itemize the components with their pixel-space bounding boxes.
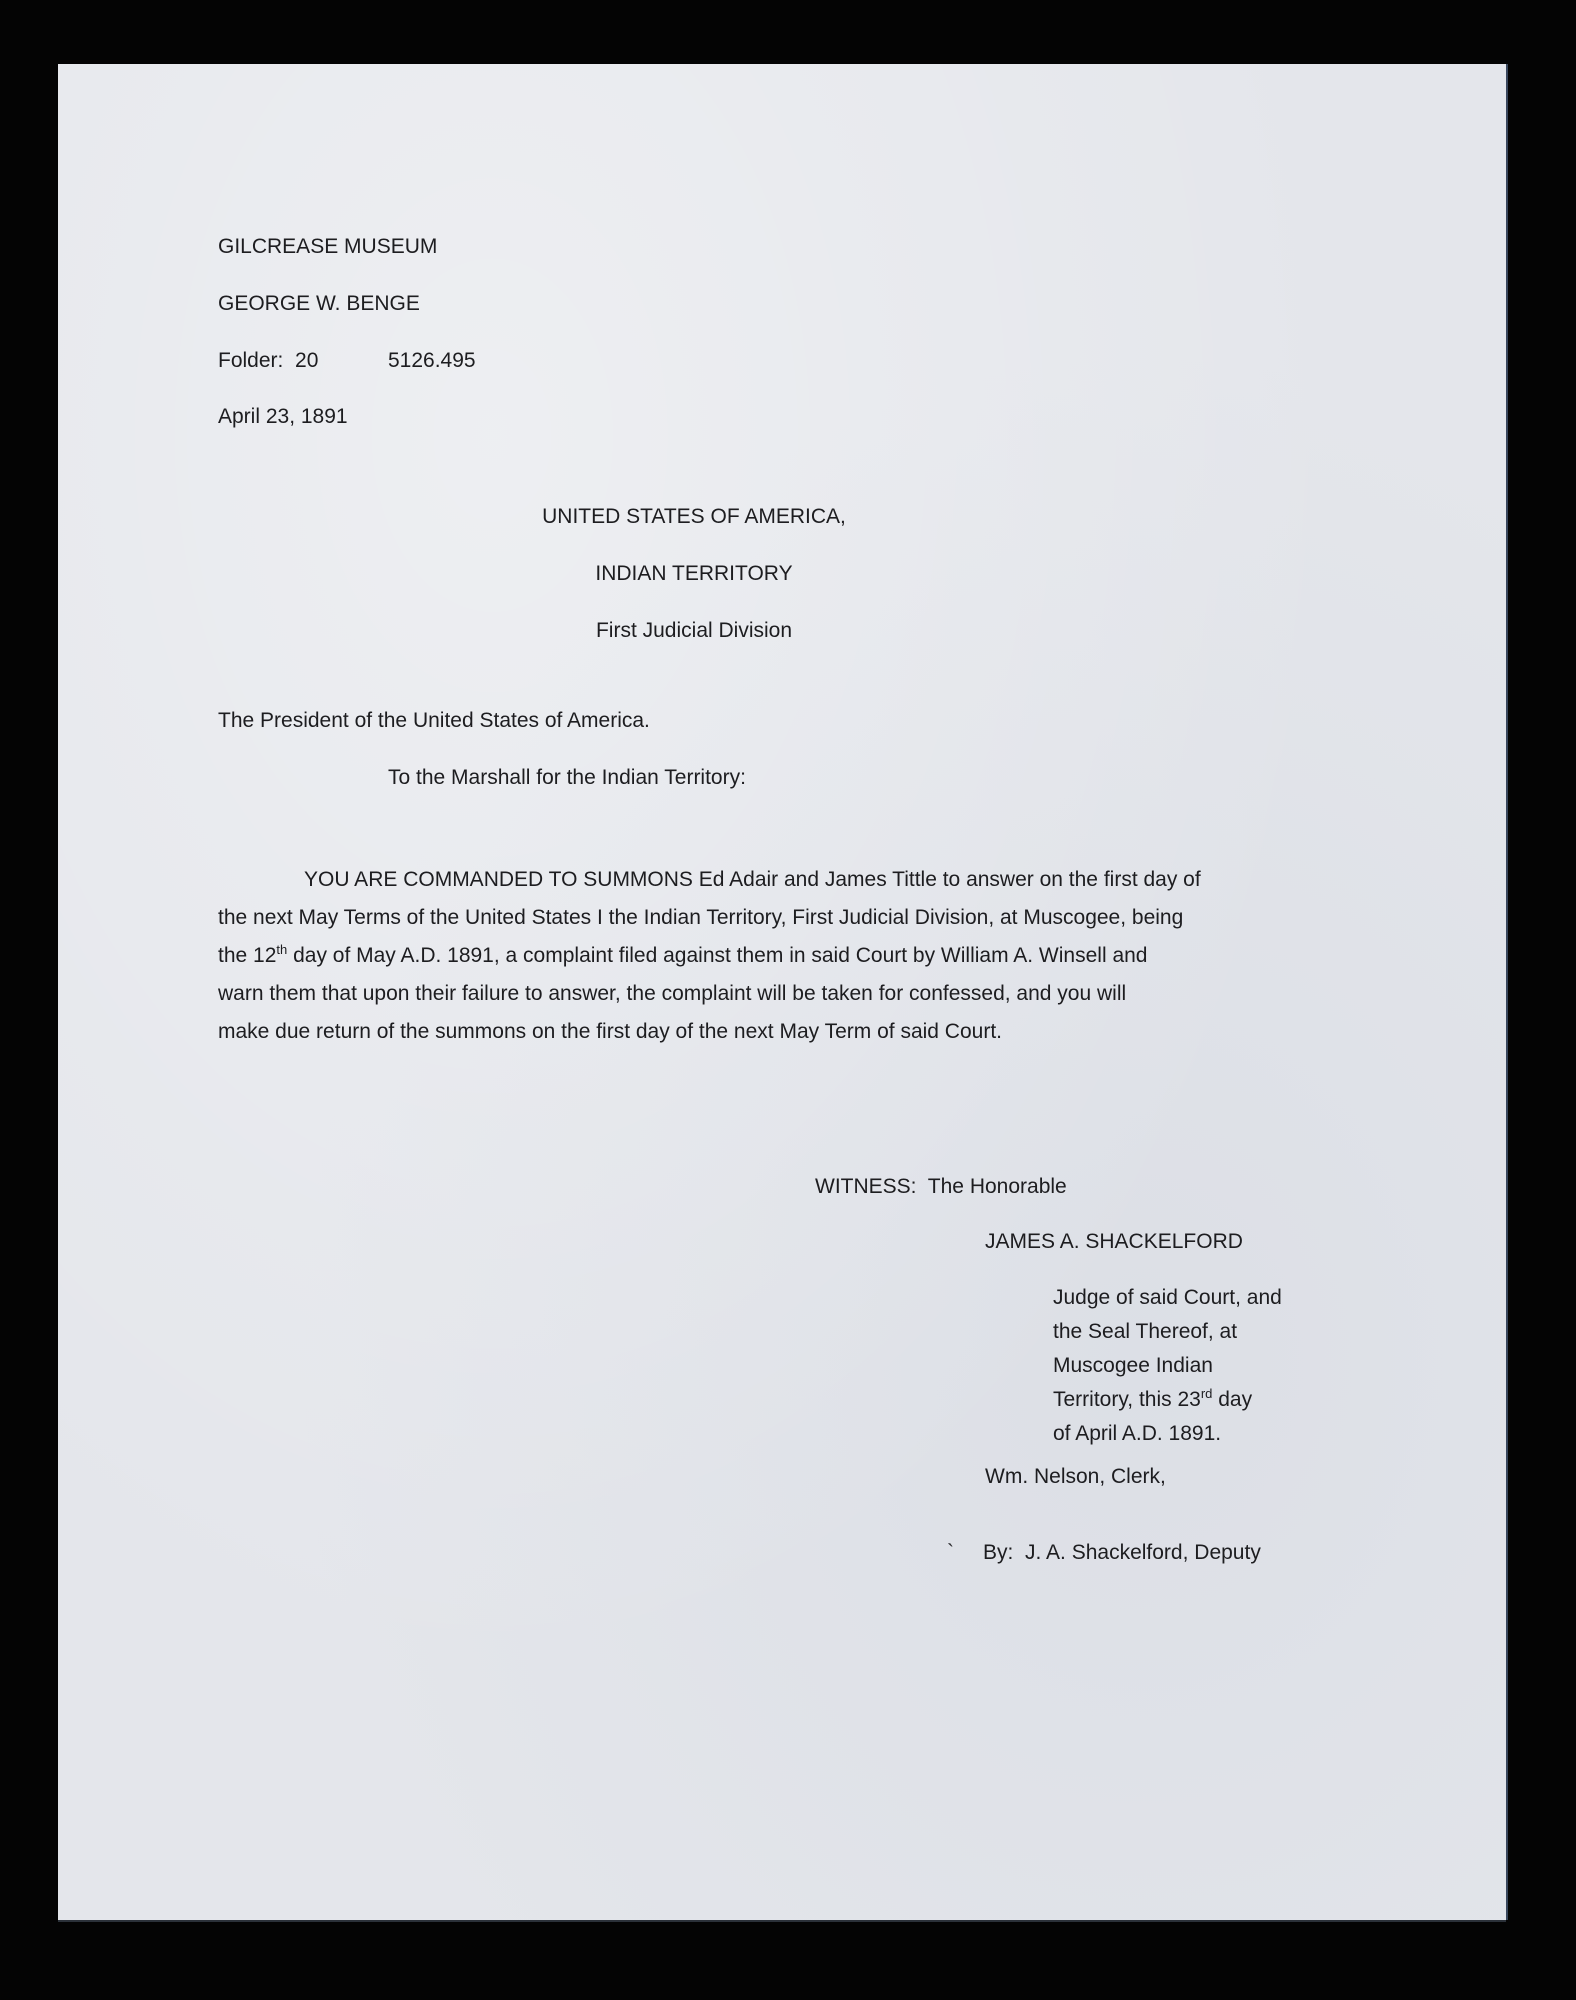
stray-pen-mark: ` bbox=[947, 1541, 955, 1564]
document-date: April 23, 1891 bbox=[218, 405, 348, 428]
attestation-line-2: the Seal Thereof, at bbox=[1053, 1320, 1238, 1343]
witness-intro: WITNESS: The Honorable bbox=[815, 1175, 1067, 1198]
heading-territory: INDIAN TERRITORY bbox=[595, 562, 793, 585]
collection-name: GEORGE W. BENGE bbox=[218, 292, 420, 315]
attestation-line-5: of April A.D. 1891. bbox=[1053, 1422, 1222, 1445]
summons-line-3-text: the 12 bbox=[218, 944, 277, 967]
document-page bbox=[58, 64, 1506, 1920]
ordinal-superscript-th: th bbox=[276, 942, 288, 957]
folder-label: Folder: 20 bbox=[218, 349, 319, 372]
salutation-marshall: To the Marshall for the Indian Territory: bbox=[388, 766, 746, 789]
deputy-signature-line bbox=[912, 1514, 1261, 1592]
judge-name: JAMES A. SHACKELFORD bbox=[985, 1230, 1243, 1253]
heading-country: UNITED STATES OF AMERICA, bbox=[542, 505, 846, 528]
summons-line-2: the next May Terms of the United States I the Indian Territory, First Judicial Division, at Muscogee, being bbox=[218, 906, 1184, 929]
ordinal-superscript-rd: rd bbox=[1200, 1386, 1213, 1401]
attestation-line-4-rest: day bbox=[1212, 1388, 1253, 1411]
clerk-signature: Wm. Nelson, Clerk, bbox=[985, 1465, 1166, 1488]
attestation-line-3: Muscogee Indian bbox=[1053, 1354, 1213, 1377]
attestation-line-1: Judge of said Court, and bbox=[1053, 1286, 1282, 1309]
summons-line-3 bbox=[218, 937, 1201, 975]
attestation-line-4-text: Territory, this 23 bbox=[1053, 1388, 1201, 1411]
heading-division: First Judicial Division bbox=[595, 619, 793, 642]
deputy-signature: By: J. A. Shackelford, Deputy bbox=[983, 1541, 1261, 1564]
summons-line-1: YOU ARE COMMANDED TO SUMMONS Ed Adair and James Tittle to answer on the first day of bbox=[304, 868, 1201, 891]
accession-number: 5126.495 bbox=[388, 349, 476, 372]
summons-line-5: make due return of the summons on the first day of the next May Term of said Court. bbox=[218, 1020, 1002, 1043]
museum-name: GILCREASE MUSEUM bbox=[218, 235, 438, 258]
attestation-block bbox=[1053, 1281, 1282, 1451]
summons-paragraph bbox=[218, 861, 1201, 1051]
attestation-line-4 bbox=[1053, 1383, 1282, 1417]
salutation-president: The President of the United States of America. bbox=[218, 709, 650, 732]
summons-line-4: warn them that upon their failure to answer, the complaint will be taken for confessed, and you will bbox=[218, 982, 1127, 1005]
summons-line-3-rest: day of May A.D. 1891, a complaint filed against them in said Court by William A. Winsell and bbox=[287, 944, 1148, 967]
